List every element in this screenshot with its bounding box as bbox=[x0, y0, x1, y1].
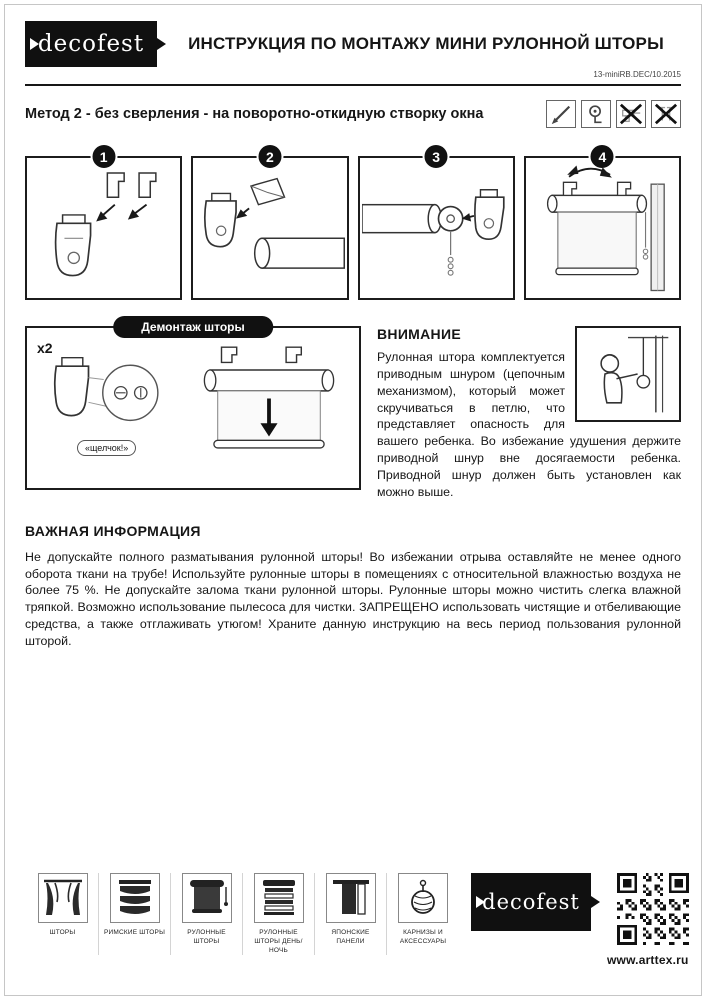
category-label: РУЛОННЫЕ ШТОРЫ ДЕНЬ/НОЧЬ bbox=[254, 929, 303, 955]
japanese-panel-icon bbox=[326, 873, 376, 923]
step-3-illustration bbox=[362, 160, 511, 296]
category-japanese-panels bbox=[315, 873, 387, 955]
category-roller-blinds bbox=[171, 873, 243, 955]
attention-title: ВНИМАНИЕ bbox=[377, 326, 461, 342]
curtains-icon bbox=[38, 873, 88, 923]
important-section bbox=[25, 523, 681, 650]
dismantle-illustration bbox=[31, 332, 355, 484]
header bbox=[25, 21, 681, 67]
category-label: РИМСКИЕ ШТОРЫ bbox=[103, 929, 166, 936]
header-divider bbox=[25, 84, 681, 86]
category-label: РУЛОННЫЕ ШТОРЫ bbox=[187, 929, 226, 946]
step-3-number: 3 bbox=[423, 143, 450, 170]
step-3 bbox=[358, 148, 515, 300]
method-title: Метод 2 - без сверления - на поворотно-откидную створку окна bbox=[25, 106, 484, 122]
page-title: ИНСТРУКЦИЯ ПО МОНТАЖУ МИНИ РУЛОННОЙ ШТОРЫ bbox=[188, 34, 664, 53]
step-4-illustration bbox=[528, 160, 677, 296]
decofest-footer-logo bbox=[471, 873, 591, 931]
dismantle-panel bbox=[25, 320, 361, 490]
important-text: Не допускайте полного разматывания рулонной шторы! Во избежании отрыва оставляйте не менее одного оборота ткани на трубе! Используйте рулонные шторы в помещениях с относительной влажностью воздуха не более 75 %. Не допускайте залома ткани рулонной шторы. Рулонные шторы можно чистить слегка влажной тряпкой. Возможно использование пылесоса для чистки. ЗАПРЕЩЕНО использовать чистящие и отбеливающие средства, а также отглаживать утюгом! Храните данную инструкцию на весь период пользования рулонной шторой. bbox=[25, 549, 681, 649]
dismantle-label: Демонтаж шторы bbox=[113, 316, 273, 338]
category-roman-blinds bbox=[99, 873, 171, 955]
category-label: ШТОРЫ bbox=[49, 929, 76, 936]
category-cornices-accessories bbox=[387, 873, 459, 955]
decofest-footer-logo-text: decofest bbox=[482, 890, 580, 914]
qr-block bbox=[607, 873, 689, 967]
step-2 bbox=[191, 148, 348, 300]
click-callout: «щелчок!» bbox=[77, 440, 136, 456]
category-day-night-blinds bbox=[243, 873, 315, 955]
step-1-number: 1 bbox=[90, 143, 117, 170]
middle-section bbox=[25, 320, 681, 501]
website-url: www.arttex.ru bbox=[607, 953, 689, 967]
footer bbox=[27, 873, 689, 967]
cornice-accessories-icon bbox=[398, 873, 448, 923]
dismantle-multiplier: x2 bbox=[37, 340, 53, 356]
installation-steps bbox=[25, 148, 681, 300]
instruction-page bbox=[4, 4, 702, 996]
step-4 bbox=[524, 148, 681, 300]
category-label: КАРНИЗЫ И АКСЕССУАРЫ bbox=[399, 929, 447, 946]
roman-blind-icon bbox=[110, 873, 160, 923]
method-row bbox=[25, 100, 681, 128]
step-2-illustration bbox=[195, 160, 344, 296]
attention-section bbox=[377, 326, 681, 501]
category-curtains bbox=[27, 873, 99, 955]
decofest-logo bbox=[25, 21, 157, 67]
category-label: ЯПОНСКИЕ ПАНЕЛИ bbox=[331, 929, 370, 946]
step-2-number: 2 bbox=[256, 143, 283, 170]
important-title: ВАЖНАЯ ИНФОРМАЦИЯ bbox=[25, 522, 201, 539]
no-drill-icon bbox=[616, 100, 646, 128]
roller-blind-icon bbox=[182, 873, 232, 923]
decofest-logo-text: decofest bbox=[37, 31, 145, 57]
child-cord-warning-figure bbox=[575, 326, 681, 422]
qr-code bbox=[617, 873, 689, 945]
marker-icon bbox=[546, 100, 576, 128]
document-code: 13-miniRB.DEC/10.2015 bbox=[593, 70, 681, 79]
tape-measure-icon bbox=[581, 100, 611, 128]
attention-text: Рулонная штора комплектуется приводным шнуром (цепочным механизмом), который может скручиваться в петлю, что представляет опасность для вашего ребенка. Во избежание удушения держите приводной шнур вне досягаемости ребенка. Приводной шнур должен быть установлен как можно выше. bbox=[377, 350, 681, 499]
product-categories bbox=[27, 873, 459, 955]
no-screws-icon bbox=[651, 100, 681, 128]
tool-requirement-icons bbox=[546, 100, 681, 128]
child-cord-warning-illustration bbox=[580, 331, 676, 417]
step-4-number: 4 bbox=[589, 143, 616, 170]
step-1 bbox=[25, 148, 182, 300]
day-night-blind-icon bbox=[254, 873, 304, 923]
step-1-illustration bbox=[29, 160, 178, 296]
